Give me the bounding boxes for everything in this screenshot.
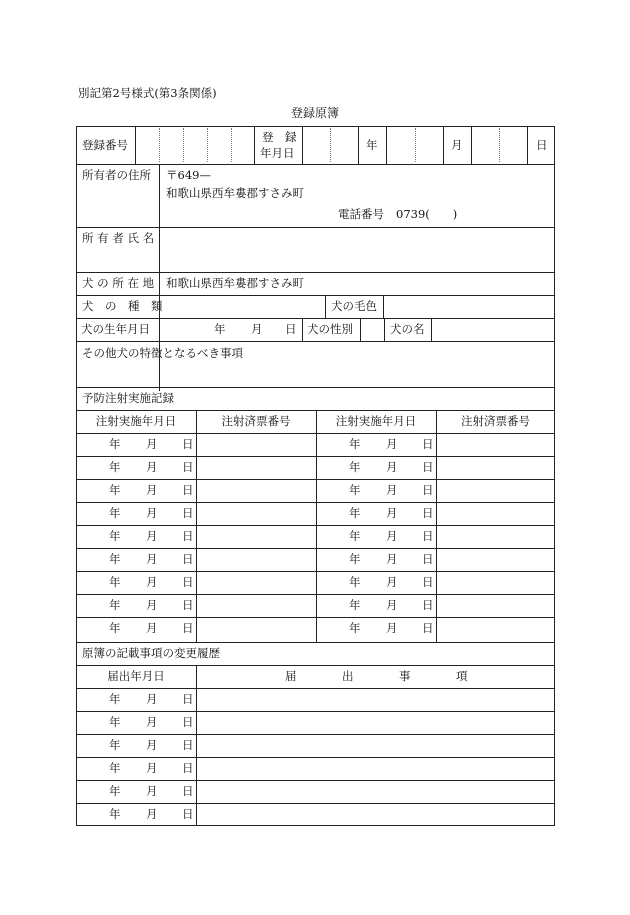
vaccination-right-row-7-month-label: 月 xyxy=(386,575,398,589)
vaccination-right-row-7-year-label: 年 xyxy=(349,575,361,589)
form-identifier: 別記第2号様式(第3条関係) xyxy=(78,86,217,100)
registration-date-label-top: 登 録 xyxy=(262,130,297,144)
change-row-1-month-label: 月 xyxy=(146,692,158,706)
row-divider xyxy=(76,780,555,781)
dog-features-label: その他犬の特徴となるべき事項 xyxy=(82,346,243,360)
notification-item-header-char-3: 事 xyxy=(399,669,411,683)
change-row-5-year-label: 年 xyxy=(109,784,121,798)
vaccination-right-row-5-month-label: 月 xyxy=(386,529,398,543)
digit-divider xyxy=(207,128,208,162)
owner-address-value: 和歌山県西牟婁郡すさみ町 xyxy=(166,186,304,200)
vaccination-right-row-2-year-label: 年 xyxy=(349,460,361,474)
vaccination-left-row-8-year-label: 年 xyxy=(109,598,121,612)
notification-item-header-char-2: 出 xyxy=(342,669,354,683)
row-divider xyxy=(76,295,555,296)
digit-divider xyxy=(231,128,232,162)
vaccination-right-row-6-month-label: 月 xyxy=(386,552,398,566)
vaccination-right-row-4-year-label: 年 xyxy=(349,506,361,520)
vaccination-right-row-2-month-label: 月 xyxy=(386,460,398,474)
vaccination-left-row-4-day-label: 日 xyxy=(182,506,194,520)
vaccination-right-row-2-day-label: 日 xyxy=(422,460,434,474)
vaccination-left-row-4-year-label: 年 xyxy=(109,506,121,520)
vaccination-right-row-3-month-label: 月 xyxy=(386,483,398,497)
change-row-3-month-label: 月 xyxy=(146,738,158,752)
row-divider xyxy=(76,803,555,804)
row-divider xyxy=(76,757,555,758)
row-divider xyxy=(76,318,555,319)
divider xyxy=(471,126,472,164)
vaccination-left-row-8-month-label: 月 xyxy=(146,598,158,612)
row-divider xyxy=(76,272,555,273)
vaccination-right-row-1-year-label: 年 xyxy=(349,437,361,451)
vaccination-left-row-7-day-label: 日 xyxy=(182,575,194,589)
dog-birthdate-label: 犬の生年月日 xyxy=(81,322,150,336)
row-divider xyxy=(76,456,555,457)
dog-breed-label: 犬 の 種 類 xyxy=(82,299,163,313)
row-divider xyxy=(76,341,555,342)
divider xyxy=(302,126,303,164)
vaccination-section-label: 予防注射実施記録 xyxy=(82,391,174,405)
vaccination-left-row-9-day-label: 日 xyxy=(182,621,194,635)
phone-label: 電話番号 xyxy=(338,207,384,221)
vaccination-right-row-9-month-label: 月 xyxy=(386,621,398,635)
digit-divider xyxy=(183,128,184,162)
owner-name-label: 所 有 者 氏 名 xyxy=(82,231,155,245)
vaccination-right-row-4-month-label: 月 xyxy=(386,506,398,520)
row-divider xyxy=(76,642,555,643)
row-divider xyxy=(76,594,555,595)
change-row-3-year-label: 年 xyxy=(109,738,121,752)
vaccination-right-row-4-day-label: 日 xyxy=(422,506,434,520)
digit-divider xyxy=(159,128,160,162)
row-divider xyxy=(76,227,555,228)
vaccination-left-row-6-month-label: 月 xyxy=(146,552,158,566)
row-divider xyxy=(76,548,555,549)
vaccination-right-row-9-day-label: 日 xyxy=(422,621,434,635)
change-row-1-year-label: 年 xyxy=(109,692,121,706)
row-divider xyxy=(76,665,555,666)
vaccination-right-row-1-day-label: 日 xyxy=(422,437,434,451)
dog-coat-color-label: 犬の毛色 xyxy=(331,299,377,313)
divider xyxy=(325,295,326,318)
vaccination-left-row-2-month-label: 月 xyxy=(146,460,158,474)
change-row-2-month-label: 月 xyxy=(146,715,158,729)
change-row-3-day-label: 日 xyxy=(182,738,194,752)
vaccination-left-row-3-month-label: 月 xyxy=(146,483,158,497)
row-divider xyxy=(76,617,555,618)
digit-divider xyxy=(330,128,331,162)
vaccination-right-row-3-day-label: 日 xyxy=(422,483,434,497)
vaccination-right-row-3-year-label: 年 xyxy=(349,483,361,497)
postal-code: 〒649— xyxy=(166,168,211,182)
registration-year-label: 年 xyxy=(366,138,378,152)
change-row-4-year-label: 年 xyxy=(109,761,121,775)
notification-item-header-char-4: 項 xyxy=(456,669,468,683)
change-row-6-year-label: 年 xyxy=(109,807,121,821)
dog-birth-year-label: 年 xyxy=(214,322,226,336)
vaccination-left-row-5-year-label: 年 xyxy=(109,529,121,543)
dog-name-label: 犬の名 xyxy=(390,322,425,336)
divider xyxy=(254,126,255,164)
vaccination-date-header-right: 注射実施年月日 xyxy=(335,414,417,428)
row-divider xyxy=(76,479,555,480)
row-divider xyxy=(76,525,555,526)
dog-birth-month-label: 月 xyxy=(251,322,263,336)
registration-number-label: 登録番号 xyxy=(82,138,128,152)
digit-divider xyxy=(499,128,500,162)
dog-location-value: 和歌山県西牟婁郡すさみ町 xyxy=(166,276,304,290)
vaccination-left-row-9-year-label: 年 xyxy=(109,621,121,635)
vaccination-left-row-3-day-label: 日 xyxy=(182,483,194,497)
vaccination-left-row-6-day-label: 日 xyxy=(182,552,194,566)
change-row-4-day-label: 日 xyxy=(182,761,194,775)
divider xyxy=(383,295,384,318)
divider xyxy=(527,126,528,164)
phone-value: 0739( ) xyxy=(396,207,458,221)
change-row-2-year-label: 年 xyxy=(109,715,121,729)
vaccination-left-row-7-month-label: 月 xyxy=(146,575,158,589)
change-history-section-label: 原簿の記載事項の変更履歴 xyxy=(82,646,220,660)
row-divider xyxy=(76,711,555,712)
vaccination-left-row-1-day-label: 日 xyxy=(182,437,194,451)
dog-sex-label: 犬の性別 xyxy=(307,322,353,336)
change-row-5-day-label: 日 xyxy=(182,784,194,798)
notification-item-header-char-1: 届 xyxy=(285,669,297,683)
notification-date-header: 届出年月日 xyxy=(107,669,165,683)
column-divider xyxy=(436,410,437,642)
vaccination-left-row-8-day-label: 日 xyxy=(182,598,194,612)
divider xyxy=(384,318,385,341)
change-row-1-day-label: 日 xyxy=(182,692,194,706)
vaccination-right-row-5-day-label: 日 xyxy=(422,529,434,543)
vaccination-right-row-1-month-label: 月 xyxy=(386,437,398,451)
divider xyxy=(431,318,432,341)
change-row-6-month-label: 月 xyxy=(146,807,158,821)
vaccination-right-row-5-year-label: 年 xyxy=(349,529,361,543)
vaccination-date-header-left: 注射実施年月日 xyxy=(95,414,177,428)
row-divider xyxy=(76,688,555,689)
vaccination-right-row-7-day-label: 日 xyxy=(422,575,434,589)
vaccination-left-row-5-month-label: 月 xyxy=(146,529,158,543)
divider xyxy=(360,318,361,341)
vaccination-left-row-9-month-label: 月 xyxy=(146,621,158,635)
change-row-5-month-label: 月 xyxy=(146,784,158,798)
column-divider xyxy=(196,410,197,642)
change-row-4-month-label: 月 xyxy=(146,761,158,775)
vaccination-left-row-2-year-label: 年 xyxy=(109,460,121,474)
row-divider xyxy=(76,571,555,572)
dog-birth-day-label: 日 xyxy=(285,322,297,336)
vaccination-ticket-header-right: 注射済票番号 xyxy=(461,414,530,428)
dog-location-label: 犬 の 所 在 地 xyxy=(82,276,155,290)
divider xyxy=(135,126,136,164)
vaccination-right-row-8-day-label: 日 xyxy=(422,598,434,612)
row-divider xyxy=(76,164,555,165)
vaccination-left-row-7-year-label: 年 xyxy=(109,575,121,589)
row-divider xyxy=(76,387,555,388)
row-divider xyxy=(76,433,555,434)
divider xyxy=(302,318,303,341)
column-divider xyxy=(316,410,317,642)
divider xyxy=(386,126,387,164)
owner-address-label: 所有者の住所 xyxy=(82,168,151,182)
column-divider xyxy=(196,665,197,826)
vaccination-left-row-4-month-label: 月 xyxy=(146,506,158,520)
vaccination-left-row-5-day-label: 日 xyxy=(182,529,194,543)
registration-date-label-bottom: 年月日 xyxy=(260,146,295,160)
page-title: 登録原簿 xyxy=(290,106,339,120)
registration-month-label: 月 xyxy=(451,138,463,152)
vaccination-right-row-9-year-label: 年 xyxy=(349,621,361,635)
vaccination-right-row-6-year-label: 年 xyxy=(349,552,361,566)
row-divider xyxy=(76,734,555,735)
vaccination-left-row-2-day-label: 日 xyxy=(182,460,194,474)
vaccination-right-row-8-month-label: 月 xyxy=(386,598,398,612)
vaccination-left-row-6-year-label: 年 xyxy=(109,552,121,566)
change-row-6-day-label: 日 xyxy=(182,807,194,821)
vaccination-left-row-1-year-label: 年 xyxy=(109,437,121,451)
digit-divider xyxy=(415,128,416,162)
vaccination-left-row-3-year-label: 年 xyxy=(109,483,121,497)
vaccination-right-row-6-day-label: 日 xyxy=(422,552,434,566)
vaccination-right-row-8-year-label: 年 xyxy=(349,598,361,612)
divider xyxy=(443,126,444,164)
divider xyxy=(358,126,359,164)
vaccination-ticket-header-left: 注射済票番号 xyxy=(221,414,291,428)
vaccination-left-row-1-month-label: 月 xyxy=(146,437,158,451)
row-divider xyxy=(76,502,555,503)
change-row-2-day-label: 日 xyxy=(182,715,194,729)
registration-day-label: 日 xyxy=(536,138,548,152)
